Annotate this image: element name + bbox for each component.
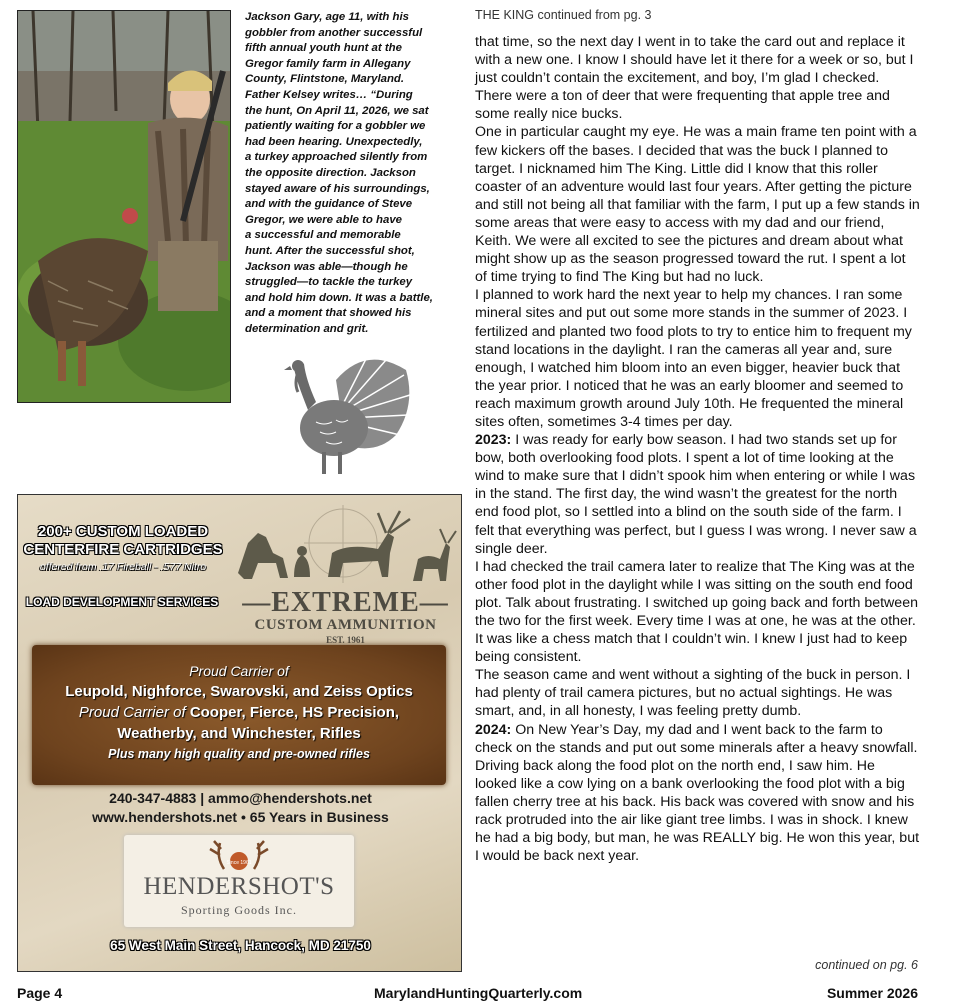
logo-subtitle: Sporting Goods Inc. — [181, 903, 297, 917]
antler-icon — [124, 835, 354, 875]
article-paragraph: that time, so the next day I went in to take the card out and replace it with a new one. I know I should have let it there for a week or so, but I just couldn’t contain the excitement, and boy, I’m glad I checked. There were a ton of deer that were frequenting that apple tree and some really nice bucks. — [475, 34, 914, 123]
hendershots-advertisement[interactable] — [17, 494, 462, 972]
proud-carrier-lead: Proud Carrier of — [78, 704, 186, 721]
year-lead: 2023: — [475, 432, 512, 449]
brand-subtitle: CUSTOM AMMUNITION — [254, 617, 437, 633]
proud-carrier-line-2 — [32, 704, 446, 721]
article-paragraph: One in particular caught my eye. He was a main frame ten point with a few kickers off the bases. I decided that was the buck I planned to target. I nicknamed him The King. Little did I know that this roller coaster of an adventure would last four years. After getting the picture and still not being all that familiar with the farm, I put up a few stands in some areas that were easy to access with my dad and our friend, Keith. We were all excited to see the pictures and dream about what might show up as the season progressed toward the rut. I spent a lot of time trying to find The King but had no luck. — [475, 124, 920, 286]
article-paragraph: 2024: On New Year’s Day, my dad and I went back to the farm to check on the stands and put out some minerals after a heavy snowfall. Driving back along the food plot on the north end, I saw him. He looked like a cow lying on a bank overlooking the food plot with a big fallen cherry tree at his back. His back was covered with snow and his rack protruded into the air like giant tree limbs. I was in shock. I knew he had a big body, but man, he was REALLY big. He won this year, but I would be back next year. — [475, 721, 920, 865]
hendershots-logo — [124, 835, 354, 927]
hunter-with-turkey-image — [18, 11, 231, 403]
turkey-silhouette-icon — [276, 350, 416, 480]
extreme-custom-ammunition-logo — [233, 587, 458, 645]
ad-load-development: LOAD DEVELOPMENT SERVICES — [25, 595, 219, 609]
ad-phone-email[interactable]: 240-347-4883 | ammo@hendershots.net — [109, 790, 372, 806]
site-url[interactable]: MarylandHuntingQuarterly.com — [374, 985, 583, 1001]
more-rifles: Plus many high quality and pre-owned rifles — [108, 747, 370, 761]
ad-address: 65 West Main Street, Hancock, MD 21750 — [110, 938, 371, 953]
rifle-brands-1: Cooper, Fierce, HS Precision, — [189, 704, 400, 721]
ad-headline-1: 200+ CUSTOM LOADED — [37, 523, 209, 540]
article-paragraph: I had checked the trail camera later to realize that The King was at the other food plot in the daylight while I was sitting on the south end food plot. Talk about frustrating. I switched up going back and forth between the two for the first week. Every time I was at one, he was at the other. It was like a chess match that I couldn’t win. I knew I just had to keep being consistent. — [475, 558, 918, 666]
page-number: Page 4 — [17, 985, 63, 1001]
continued-note: continued on pg. 6 — [815, 958, 918, 972]
ad-headline-2: CENTERFIRE CARTRIDGES — [23, 541, 223, 558]
ad-offered-range: offered from .17 Fireball - .577 Nitro — [39, 561, 207, 573]
article-paragraph: I planned to work hard the next year to help my chances. I ran some mineral sites and put out some more stands in the summer of 2023. I fertilized and planted two food plots to try to entice him to frequent my stand locations in the daylight. I ran the cameras all year and, sure enough, I watched him bloom into an even bigger, heavier buck that the year prior. I noticed that he was an early bloomer and seemed to reach maximum growth around July 10th. He frequented the mineral sites often, sometimes 3-4 times per day. — [475, 287, 912, 430]
wildlife-illustration-icon — [228, 503, 458, 589]
hunter-photo — [17, 10, 231, 403]
issue-label: Summer 2026 — [826, 985, 918, 1001]
proud-carrier-line-1: Proud Carrier of — [189, 663, 289, 679]
logo-since: Since 1961 — [226, 860, 252, 866]
ad-carrier-band — [32, 645, 446, 785]
photo-caption: Jackson Gary, age 11, with his gobbler from another successful fifth annual youth hunt at the Gregor family farm in Allegany County, Flintstone, Maryland. Father Kelsey writes… “During the hunt, On April 11, 2026, we sat patiently waiting for a gobbler we had been hearing. Unexpectedly, a turkey approached silently from the opposite direction. Jackson stayed aware of his surroundings, and with the guidance of Steve Gregor, we were able to have a successful and memorable hunt. After the successful shot, Jackson was able—though he struggled—to tackle the turkey and hold him down. It was a battle, and a moment that showed his determination and grit. — [245, 11, 433, 335]
brand-name: —EXTREME— — [242, 587, 449, 618]
ad-contact — [18, 789, 462, 827]
year-lead: 2024: — [475, 721, 512, 738]
running-head: THE KING continued from pg. 3 — [475, 8, 652, 22]
article-paragraph: The season came and went without a sighting of the buck in person. I had plenty of trail camera pictures, but no actual sightings. He was smart, and, in all honesty, I was feeling pretty dumb. — [475, 667, 911, 720]
article-body — [475, 33, 920, 865]
article-paragraph: 2023: I was ready for early bow season. I had two stands set up for bow, both overlooking food plots. I spent a lot of time looking at the wind to make sure that I didn’t spook him when entering or while I was in the stand. The first day, the wind wasn’t the greatest for the north end food plot, so I settled into a blind on the south side of the farm. I felt that everything was perfect, but I guess I was wrong. I never saw a single deer. — [475, 432, 917, 557]
brand-established: EST. 1961 — [326, 635, 365, 645]
logo-name: HENDERSHOT'S — [143, 873, 335, 900]
optics-brands: Leupold, Nighforce, Swarovski, and Zeiss Optics — [65, 683, 413, 700]
rifle-brands-2: Weatherby, and Winchester, Rifles — [117, 725, 361, 742]
ad-headline-block — [18, 523, 228, 573]
ad-website[interactable]: www.hendershots.net • 65 Years in Business — [92, 809, 389, 825]
